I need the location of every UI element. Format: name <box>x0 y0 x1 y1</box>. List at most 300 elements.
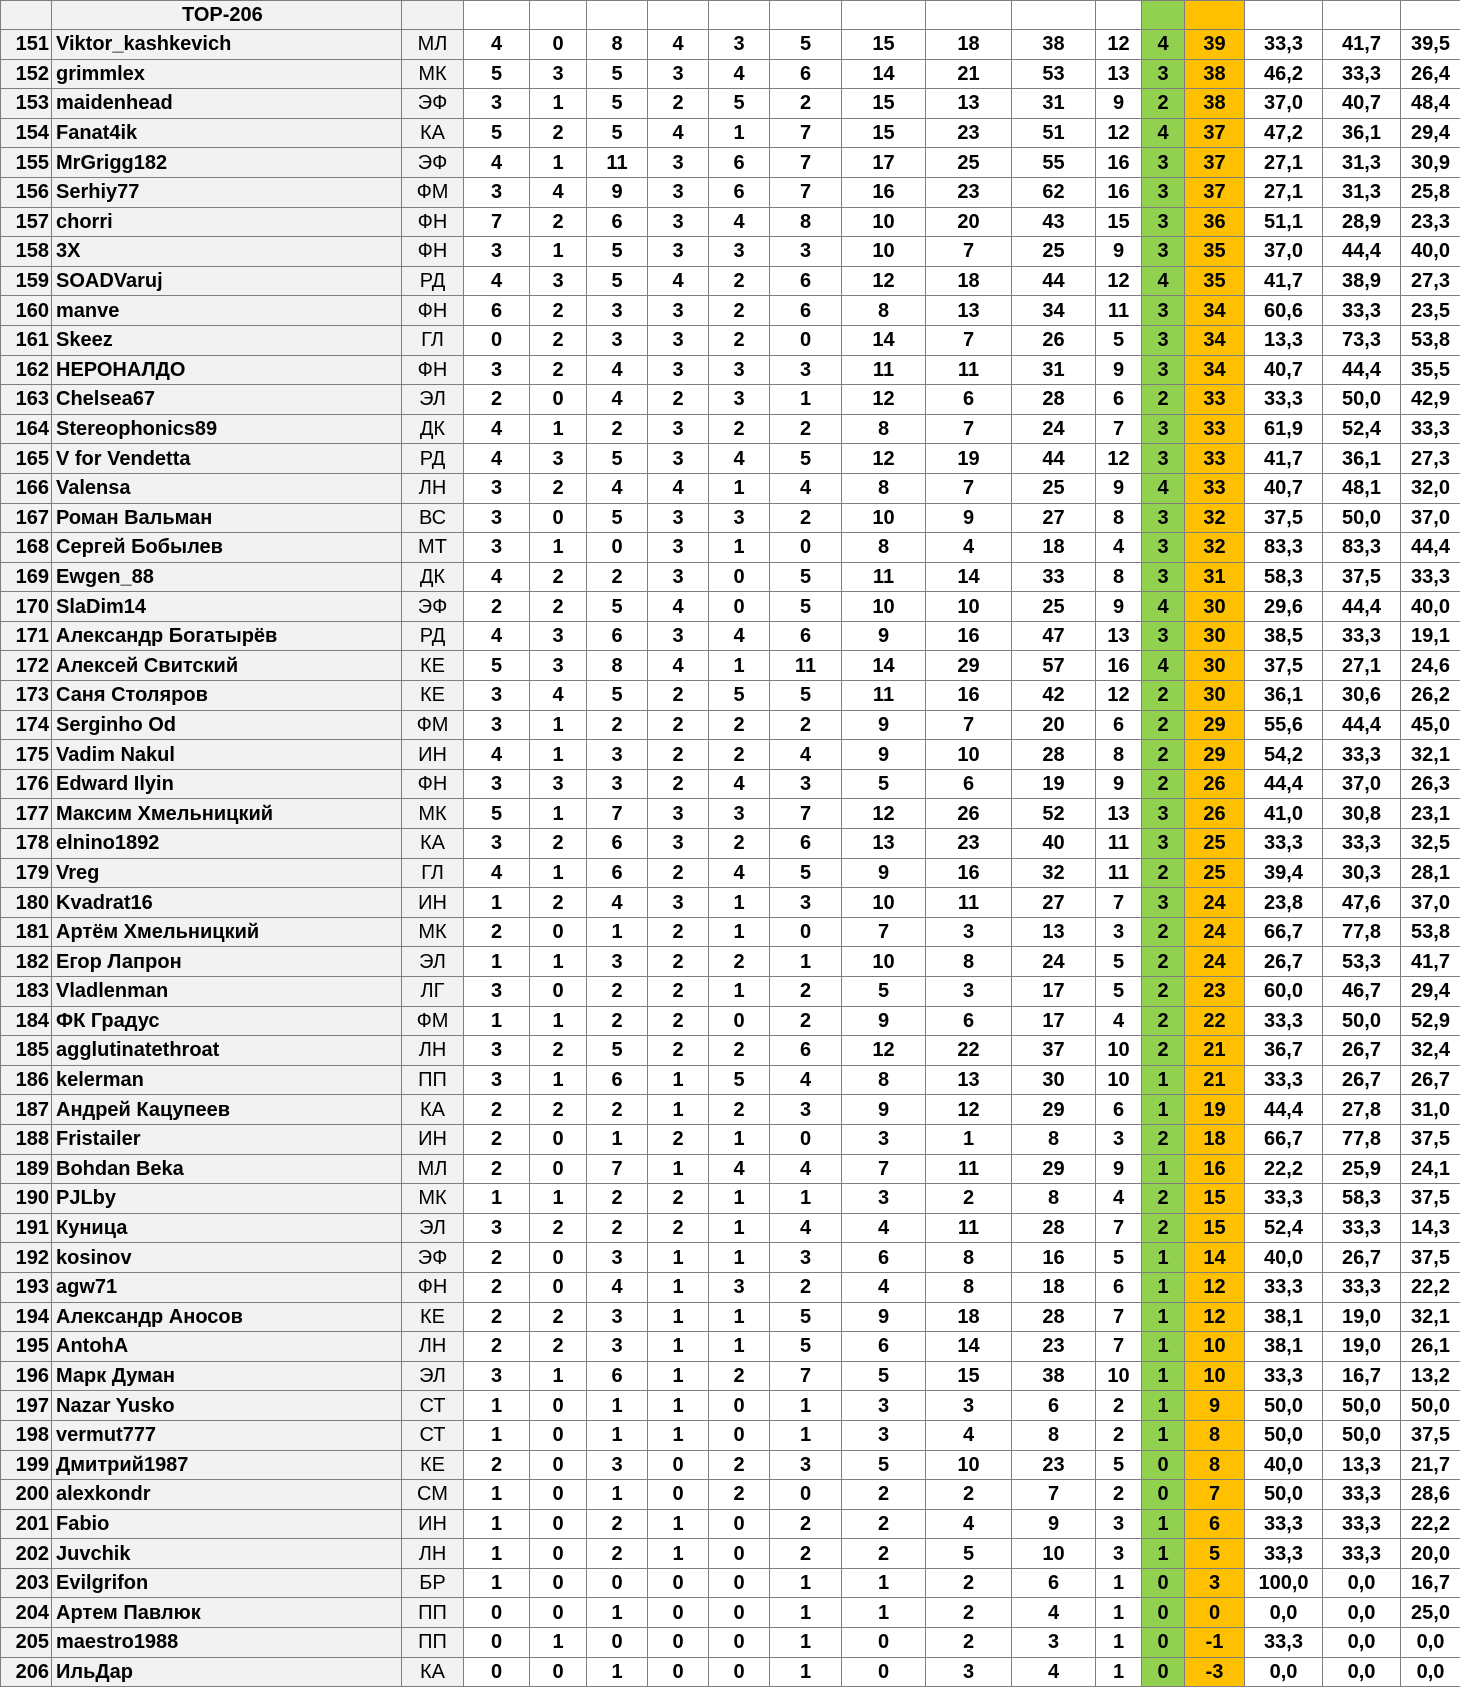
stat-cell: 1 <box>530 148 587 178</box>
percent-cell: 33,3 <box>1323 1539 1401 1569</box>
points-cell: 38 <box>1185 59 1245 89</box>
percent-cell: 40,7 <box>1245 473 1323 503</box>
percent-cell: 16,7 <box>1401 1568 1460 1598</box>
points-cell: 37 <box>1185 177 1245 207</box>
player-name: agglutinatethroat <box>52 1036 402 1066</box>
stat-cell: 2 <box>464 1243 530 1273</box>
table-row <box>1 385 1460 415</box>
percent-cell: 46,7 <box>1323 977 1401 1007</box>
rank-cell: 156 <box>1 177 52 207</box>
stat-cell: 3 <box>587 1450 648 1480</box>
percent-cell: 31,3 <box>1323 148 1401 178</box>
percent-cell: 44,4 <box>1323 355 1401 385</box>
points-cell: 32 <box>1185 533 1245 563</box>
stat-cell: 2 <box>648 917 709 947</box>
points-cell: 26 <box>1185 799 1245 829</box>
player-name: Дмитрий1987 <box>52 1450 402 1480</box>
header-cell <box>770 1 842 30</box>
stat-cell: 11 <box>926 1154 1012 1184</box>
stat-cell: 7 <box>770 177 842 207</box>
club-code: ГЛ <box>402 325 464 355</box>
table-row <box>1 799 1460 829</box>
stat-cell: 2 <box>770 414 842 444</box>
stat-cell: 4 <box>464 444 530 474</box>
stat-cell: 5 <box>842 1361 926 1391</box>
stat-cell: 10 <box>1096 1065 1142 1095</box>
stat-cell: 3 <box>648 562 709 592</box>
percent-cell: 0,0 <box>1245 1598 1323 1628</box>
stat-cell: 11 <box>842 355 926 385</box>
stat-cell: 30 <box>1012 1065 1096 1095</box>
stat-cell: 0 <box>530 385 587 415</box>
stat-cell: 2 <box>648 89 709 119</box>
stat-cell: 5 <box>587 89 648 119</box>
table-row <box>1 1332 1460 1362</box>
rank-cell: 187 <box>1 1095 52 1125</box>
percent-cell: 26,3 <box>1401 769 1460 799</box>
stat-cell: 7 <box>926 414 1012 444</box>
table-row <box>1 621 1460 651</box>
stat-cell: 1 <box>648 1154 709 1184</box>
stat-cell: 16 <box>1096 177 1142 207</box>
club-code: ФН <box>402 237 464 267</box>
player-name: ФК Градус <box>52 1006 402 1036</box>
stat-cell: 6 <box>587 1065 648 1095</box>
stat-cell: 4 <box>709 769 770 799</box>
percent-cell: 33,3 <box>1323 621 1401 651</box>
stat-cell: 7 <box>1096 414 1142 444</box>
table-row <box>1 1450 1460 1480</box>
stat-cell: 1 <box>530 1006 587 1036</box>
stat-cell: 2 <box>709 1361 770 1391</box>
stat-cell: 9 <box>1096 473 1142 503</box>
stat-cell: 2 <box>1096 1391 1142 1421</box>
points-cell: 29 <box>1185 740 1245 770</box>
stat-cell: 1 <box>464 888 530 918</box>
stat-cell: 17 <box>1012 1006 1096 1036</box>
club-code: ФН <box>402 769 464 799</box>
percent-cell: 51,1 <box>1245 207 1323 237</box>
percent-cell: 29,4 <box>1401 118 1460 148</box>
table-row <box>1 296 1460 326</box>
green-stat-cell: 1 <box>1142 1243 1185 1273</box>
stat-cell: 18 <box>1012 533 1096 563</box>
stat-cell: 8 <box>842 1065 926 1095</box>
stat-cell: 4 <box>1096 1006 1142 1036</box>
percent-cell: 29,4 <box>1401 977 1460 1007</box>
table-row <box>1 148 1460 178</box>
stat-cell: 2 <box>842 1539 926 1569</box>
green-stat-cell: 2 <box>1142 1213 1185 1243</box>
percent-cell: 53,3 <box>1323 947 1401 977</box>
percent-cell: 33,3 <box>1323 1509 1401 1539</box>
stat-cell: 2 <box>587 1509 648 1539</box>
points-cell: 15 <box>1185 1184 1245 1214</box>
club-code: ФН <box>402 296 464 326</box>
points-cell: 10 <box>1185 1361 1245 1391</box>
stat-cell: 32 <box>1012 858 1096 888</box>
stat-cell: 5 <box>1096 325 1142 355</box>
rank-cell: 183 <box>1 977 52 1007</box>
percent-cell: 60,6 <box>1245 296 1323 326</box>
club-code: МЛ <box>402 30 464 60</box>
club-code: КЕ <box>402 651 464 681</box>
percent-cell: 0,0 <box>1323 1568 1401 1598</box>
percent-cell: 50,0 <box>1245 1391 1323 1421</box>
stat-cell: 2 <box>464 1450 530 1480</box>
player-name: agw71 <box>52 1272 402 1302</box>
points-cell: 38 <box>1185 89 1245 119</box>
stat-cell: 6 <box>709 148 770 178</box>
stat-cell: 26 <box>926 799 1012 829</box>
table-row <box>1 681 1460 711</box>
stat-cell: 8 <box>842 473 926 503</box>
stat-cell: 5 <box>587 681 648 711</box>
stat-cell: 3 <box>648 533 709 563</box>
rank-cell: 204 <box>1 1598 52 1628</box>
club-code: ДК <box>402 562 464 592</box>
stat-cell: 6 <box>1012 1391 1096 1421</box>
stat-cell: 9 <box>926 503 1012 533</box>
stat-cell: 1 <box>1096 1657 1142 1687</box>
stat-cell: 2 <box>530 829 587 859</box>
stat-cell: 0 <box>530 1598 587 1628</box>
stat-cell: 3 <box>648 503 709 533</box>
stat-cell: 5 <box>770 1332 842 1362</box>
stat-cell: 3 <box>770 1243 842 1273</box>
stat-cell: 2 <box>926 1568 1012 1598</box>
stat-cell: 20 <box>1012 710 1096 740</box>
rank-cell: 200 <box>1 1480 52 1510</box>
stat-cell: 0 <box>530 1539 587 1569</box>
points-cell: 26 <box>1185 769 1245 799</box>
stat-cell: 2 <box>648 740 709 770</box>
stat-cell: 4 <box>464 621 530 651</box>
green-stat-cell: 3 <box>1142 888 1185 918</box>
stat-cell: 10 <box>842 592 926 622</box>
stat-cell: 1 <box>530 799 587 829</box>
stat-cell: 7 <box>587 1154 648 1184</box>
stat-cell: 0 <box>530 1450 587 1480</box>
stat-cell: 0 <box>530 1154 587 1184</box>
table-row <box>1 592 1460 622</box>
stat-cell: 1 <box>530 858 587 888</box>
points-cell: 34 <box>1185 296 1245 326</box>
stat-cell: 1 <box>530 710 587 740</box>
rank-cell: 188 <box>1 1124 52 1154</box>
stat-cell: 19 <box>926 444 1012 474</box>
points-cell: 25 <box>1185 829 1245 859</box>
percent-cell: 33,3 <box>1401 562 1460 592</box>
stat-cell: 0 <box>587 1628 648 1658</box>
stat-cell: 3 <box>770 1450 842 1480</box>
stat-cell: 4 <box>842 1272 926 1302</box>
club-code: ЭФ <box>402 148 464 178</box>
points-cell: -1 <box>1185 1628 1245 1658</box>
stat-cell: 3 <box>464 769 530 799</box>
stat-cell: 1 <box>530 1628 587 1658</box>
rank-cell: 173 <box>1 681 52 711</box>
header-cell <box>530 1 587 30</box>
stat-cell: 3 <box>464 177 530 207</box>
green-stat-cell: 3 <box>1142 799 1185 829</box>
stat-cell: 8 <box>926 1243 1012 1273</box>
percent-cell: 36,7 <box>1245 1036 1323 1066</box>
stat-cell: 3 <box>530 444 587 474</box>
player-name: Марк Думан <box>52 1361 402 1391</box>
rank-cell: 166 <box>1 473 52 503</box>
stat-cell: 0 <box>530 503 587 533</box>
rank-cell: 193 <box>1 1272 52 1302</box>
percent-cell: 29,6 <box>1245 592 1323 622</box>
percent-cell: 41,0 <box>1245 799 1323 829</box>
stat-cell: 0 <box>709 1598 770 1628</box>
stat-cell: 24 <box>1012 414 1096 444</box>
club-code: МК <box>402 799 464 829</box>
club-code: ЭФ <box>402 89 464 119</box>
player-name: SlaDim14 <box>52 592 402 622</box>
stat-cell: 6 <box>926 1006 1012 1036</box>
table-row <box>1 1628 1460 1658</box>
stat-cell: 2 <box>648 1006 709 1036</box>
green-stat-cell: 2 <box>1142 681 1185 711</box>
table-row <box>1 858 1460 888</box>
club-code: ФМ <box>402 177 464 207</box>
percent-cell: 13,3 <box>1245 325 1323 355</box>
stat-cell: 16 <box>1012 1243 1096 1273</box>
stat-cell: 1 <box>464 1568 530 1598</box>
stat-cell: 0 <box>587 533 648 563</box>
stat-cell: 3 <box>587 947 648 977</box>
rank-cell: 177 <box>1 799 52 829</box>
stat-cell: 52 <box>1012 799 1096 829</box>
stat-cell: 6 <box>587 1361 648 1391</box>
stat-cell: 1 <box>648 1243 709 1273</box>
rank-cell: 180 <box>1 888 52 918</box>
stat-cell: 3 <box>1012 1628 1096 1658</box>
stat-cell: 1 <box>464 1184 530 1214</box>
stat-cell: 31 <box>1012 89 1096 119</box>
stat-cell: 1 <box>587 1657 648 1687</box>
stat-cell: 2 <box>464 1272 530 1302</box>
stat-cell: 1 <box>530 237 587 267</box>
header-cell <box>1 1 52 30</box>
green-stat-cell: 1 <box>1142 1539 1185 1569</box>
table-row <box>1 118 1460 148</box>
stat-cell: 10 <box>842 503 926 533</box>
stat-cell: 1 <box>770 1598 842 1628</box>
stat-cell: 3 <box>464 1065 530 1095</box>
points-cell: 33 <box>1185 473 1245 503</box>
stat-cell: 0 <box>709 1509 770 1539</box>
stat-cell: 25 <box>926 148 1012 178</box>
percent-cell: 37,5 <box>1401 1124 1460 1154</box>
header-cell <box>1245 1 1323 30</box>
points-cell: 6 <box>1185 1509 1245 1539</box>
percent-cell: 26,7 <box>1323 1036 1401 1066</box>
stat-cell: 1 <box>709 977 770 1007</box>
stat-cell: 3 <box>530 621 587 651</box>
stat-cell: 9 <box>1012 1509 1096 1539</box>
stat-cell: 3 <box>648 799 709 829</box>
club-code: КА <box>402 1657 464 1687</box>
green-stat-cell: 3 <box>1142 621 1185 651</box>
stat-cell: 29 <box>1012 1154 1096 1184</box>
points-cell: 34 <box>1185 325 1245 355</box>
stat-cell: 4 <box>464 740 530 770</box>
percent-cell: 19,0 <box>1323 1332 1401 1362</box>
stat-cell: 10 <box>842 207 926 237</box>
stat-cell: 2 <box>464 385 530 415</box>
stat-cell: 1 <box>926 1124 1012 1154</box>
rank-cell: 172 <box>1 651 52 681</box>
stat-cell: 7 <box>926 710 1012 740</box>
club-code: ПП <box>402 1628 464 1658</box>
rank-cell: 205 <box>1 1628 52 1658</box>
stat-cell: 9 <box>842 710 926 740</box>
stat-cell: 1 <box>770 1420 842 1450</box>
percent-cell: 0,0 <box>1401 1628 1460 1658</box>
percent-cell: 32,1 <box>1401 740 1460 770</box>
points-cell: 33 <box>1185 444 1245 474</box>
header-cell <box>1401 1 1460 30</box>
club-code: ЭФ <box>402 592 464 622</box>
percent-cell: 37,0 <box>1401 503 1460 533</box>
stat-cell: 19 <box>1012 769 1096 799</box>
stat-cell: 4 <box>709 621 770 651</box>
percent-cell: 54,2 <box>1245 740 1323 770</box>
percent-cell: 50,0 <box>1323 1420 1401 1450</box>
rank-cell: 164 <box>1 414 52 444</box>
stat-cell: 3 <box>648 237 709 267</box>
stat-cell: 1 <box>770 1657 842 1687</box>
stat-cell: 6 <box>842 1243 926 1273</box>
percent-cell: 26,7 <box>1323 1243 1401 1273</box>
stat-cell: 6 <box>926 385 1012 415</box>
stat-cell: 3 <box>648 325 709 355</box>
stat-cell: 1 <box>530 1065 587 1095</box>
stat-cell: 7 <box>770 1361 842 1391</box>
stat-cell: 6 <box>770 1036 842 1066</box>
rank-cell: 159 <box>1 266 52 296</box>
club-code: ФМ <box>402 1006 464 1036</box>
stat-cell: 6 <box>464 296 530 326</box>
percent-cell: 66,7 <box>1245 1124 1323 1154</box>
percent-cell: 32,5 <box>1401 829 1460 859</box>
table-row <box>1 710 1460 740</box>
stat-cell: 5 <box>770 562 842 592</box>
player-name: ИльДар <box>52 1657 402 1687</box>
percent-cell: 23,8 <box>1245 888 1323 918</box>
stat-cell: 3 <box>648 296 709 326</box>
stat-cell: 3 <box>1096 1124 1142 1154</box>
stat-cell: 6 <box>1012 1568 1096 1598</box>
points-cell: 8 <box>1185 1420 1245 1450</box>
percent-cell: 50,0 <box>1401 1391 1460 1421</box>
percent-cell: 40,0 <box>1401 237 1460 267</box>
stat-cell: 1 <box>1096 1628 1142 1658</box>
player-name: Skeez <box>52 325 402 355</box>
stat-cell: 2 <box>709 325 770 355</box>
percent-cell: 27,3 <box>1401 266 1460 296</box>
player-name: Kvadrat16 <box>52 888 402 918</box>
stat-cell: 2 <box>709 1036 770 1066</box>
stat-cell: 16 <box>926 621 1012 651</box>
stat-cell: 4 <box>1012 1598 1096 1628</box>
header-row <box>1 1 1460 30</box>
rank-cell: 194 <box>1 1302 52 1332</box>
stat-cell: 3 <box>587 325 648 355</box>
stat-cell: 5 <box>709 681 770 711</box>
player-name: Артем Павлюк <box>52 1598 402 1628</box>
stat-cell: 3 <box>587 1243 648 1273</box>
stat-cell: 4 <box>648 592 709 622</box>
club-code: ГЛ <box>402 858 464 888</box>
stat-cell: 29 <box>926 651 1012 681</box>
stat-cell: 5 <box>587 266 648 296</box>
stat-cell: 2 <box>530 592 587 622</box>
stat-cell: 5 <box>926 1539 1012 1569</box>
stat-cell: 13 <box>1012 917 1096 947</box>
club-code: ПП <box>402 1065 464 1095</box>
stat-cell: 10 <box>842 947 926 977</box>
points-cell: 10 <box>1185 1332 1245 1362</box>
points-cell: 8 <box>1185 1450 1245 1480</box>
stat-cell: 12 <box>1096 681 1142 711</box>
stat-cell: 8 <box>1012 1184 1096 1214</box>
player-name: Сергей Бобылев <box>52 533 402 563</box>
green-stat-cell: 0 <box>1142 1657 1185 1687</box>
stat-cell: 28 <box>1012 1302 1096 1332</box>
points-cell: 22 <box>1185 1006 1245 1036</box>
player-name: grimmlex <box>52 59 402 89</box>
stat-cell: 2 <box>770 710 842 740</box>
stat-cell: 2 <box>709 266 770 296</box>
stat-cell: 3 <box>587 740 648 770</box>
points-cell: 24 <box>1185 917 1245 947</box>
stat-cell: 0 <box>530 1420 587 1450</box>
stat-cell: 38 <box>1012 30 1096 60</box>
stat-cell: 3 <box>770 769 842 799</box>
stat-cell: 2 <box>770 1272 842 1302</box>
header-cell <box>648 1 709 30</box>
stat-cell: 16 <box>926 681 1012 711</box>
stat-cell: 7 <box>842 1154 926 1184</box>
stat-cell: 2 <box>530 1302 587 1332</box>
stat-cell: 2 <box>464 917 530 947</box>
points-cell: 37 <box>1185 118 1245 148</box>
stat-cell: 11 <box>1096 296 1142 326</box>
player-name: Stereophonics89 <box>52 414 402 444</box>
rank-cell: 169 <box>1 562 52 592</box>
table-row <box>1 1598 1460 1628</box>
percent-cell: 37,5 <box>1323 562 1401 592</box>
stat-cell: 3 <box>709 799 770 829</box>
player-name: Serhiy77 <box>52 177 402 207</box>
stat-cell: 1 <box>770 947 842 977</box>
stat-cell: 2 <box>926 1480 1012 1510</box>
percent-cell: 26,4 <box>1401 59 1460 89</box>
percent-cell: 37,5 <box>1401 1184 1460 1214</box>
stat-cell: 2 <box>587 414 648 444</box>
stat-cell: 28 <box>1012 740 1096 770</box>
stat-cell: 1 <box>530 89 587 119</box>
table-title: TOP-206 <box>52 1 402 30</box>
stat-cell: 15 <box>842 89 926 119</box>
table-row <box>1 1480 1460 1510</box>
green-stat-cell: 2 <box>1142 89 1185 119</box>
stat-cell: 4 <box>530 681 587 711</box>
